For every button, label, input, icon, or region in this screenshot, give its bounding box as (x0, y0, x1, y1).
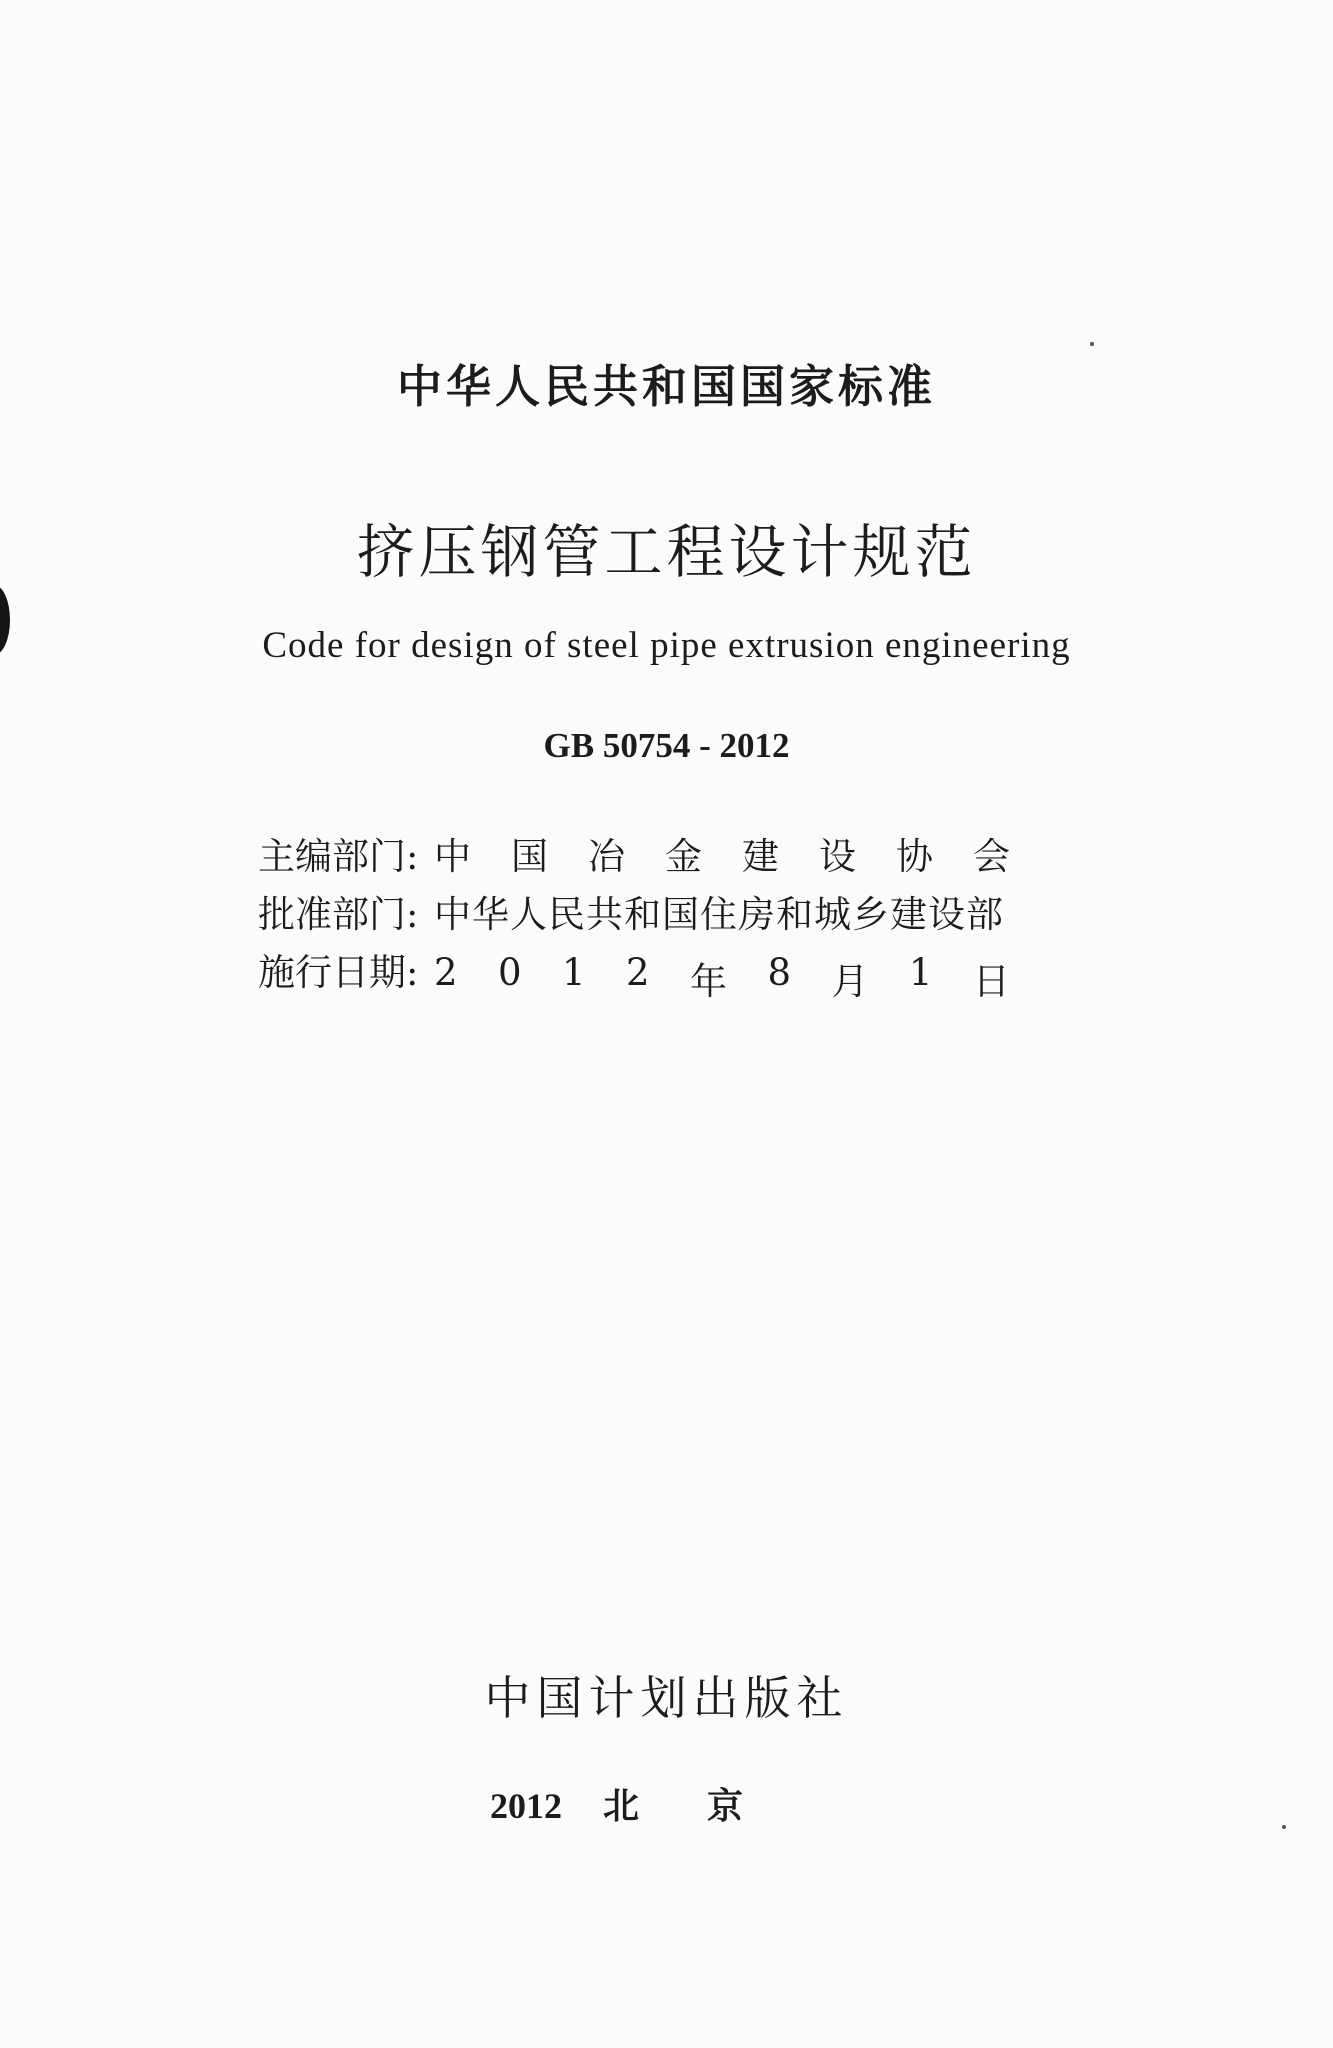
document-title-chinese: 挤压钢管工程设计规范 (356, 518, 977, 586)
publication-year: 2012 (490, 1786, 562, 1826)
effective-date-char: 0 (498, 951, 522, 994)
effective-date-char: 1 (908, 951, 933, 994)
effective-date-char: 2 (434, 951, 458, 994)
chief-editor-char: 国 (511, 835, 548, 878)
publication-city: 北京 (603, 1786, 812, 1827)
effective-date-char: 1 (562, 951, 586, 994)
effective-date-char: 月 (831, 960, 869, 1003)
effective-date-label: 施行日期: (258, 951, 419, 994)
chief-editor-char: 冶 (588, 835, 625, 878)
effective-date-char: 2 (626, 951, 650, 994)
effective-date-char: 日 (972, 960, 1010, 1003)
effective-date-value (434, 951, 1010, 1005)
chief-editor-value (434, 826, 1010, 880)
publisher-name: 中国计划出版社 (484, 1671, 849, 1725)
effective-date-char: 年 (690, 960, 727, 1003)
chief-editor-char: 中 (434, 835, 471, 878)
effective-date-char: 8 (767, 951, 791, 994)
national-standard-heading: 中华人民共和国国家标准 (396, 360, 936, 413)
chief-editor-row (258, 826, 1010, 880)
publication-line (490, 1778, 811, 1829)
chief-editor-label: 主编部门: (258, 835, 419, 878)
approval-value: 中华人民共和国住房和城乡建设部 (434, 893, 1004, 936)
chief-editor-char: 建 (742, 835, 779, 878)
approval-row (258, 884, 1010, 938)
document-title-english: Code for design of steel pipe extrusion engineering (262, 625, 1071, 666)
standard-number: GB 50754 - 2012 (543, 726, 790, 765)
chief-editor-char: 协 (896, 835, 933, 878)
approval-label: 批准部门: (258, 893, 419, 936)
chief-editor-char: 设 (819, 835, 856, 878)
chief-editor-char: 金 (665, 835, 702, 878)
chief-editor-char: 会 (973, 835, 1010, 878)
scan-speck (1090, 342, 1094, 346)
effective-date-row (258, 942, 1010, 1005)
scan-speck (1282, 1825, 1286, 1829)
